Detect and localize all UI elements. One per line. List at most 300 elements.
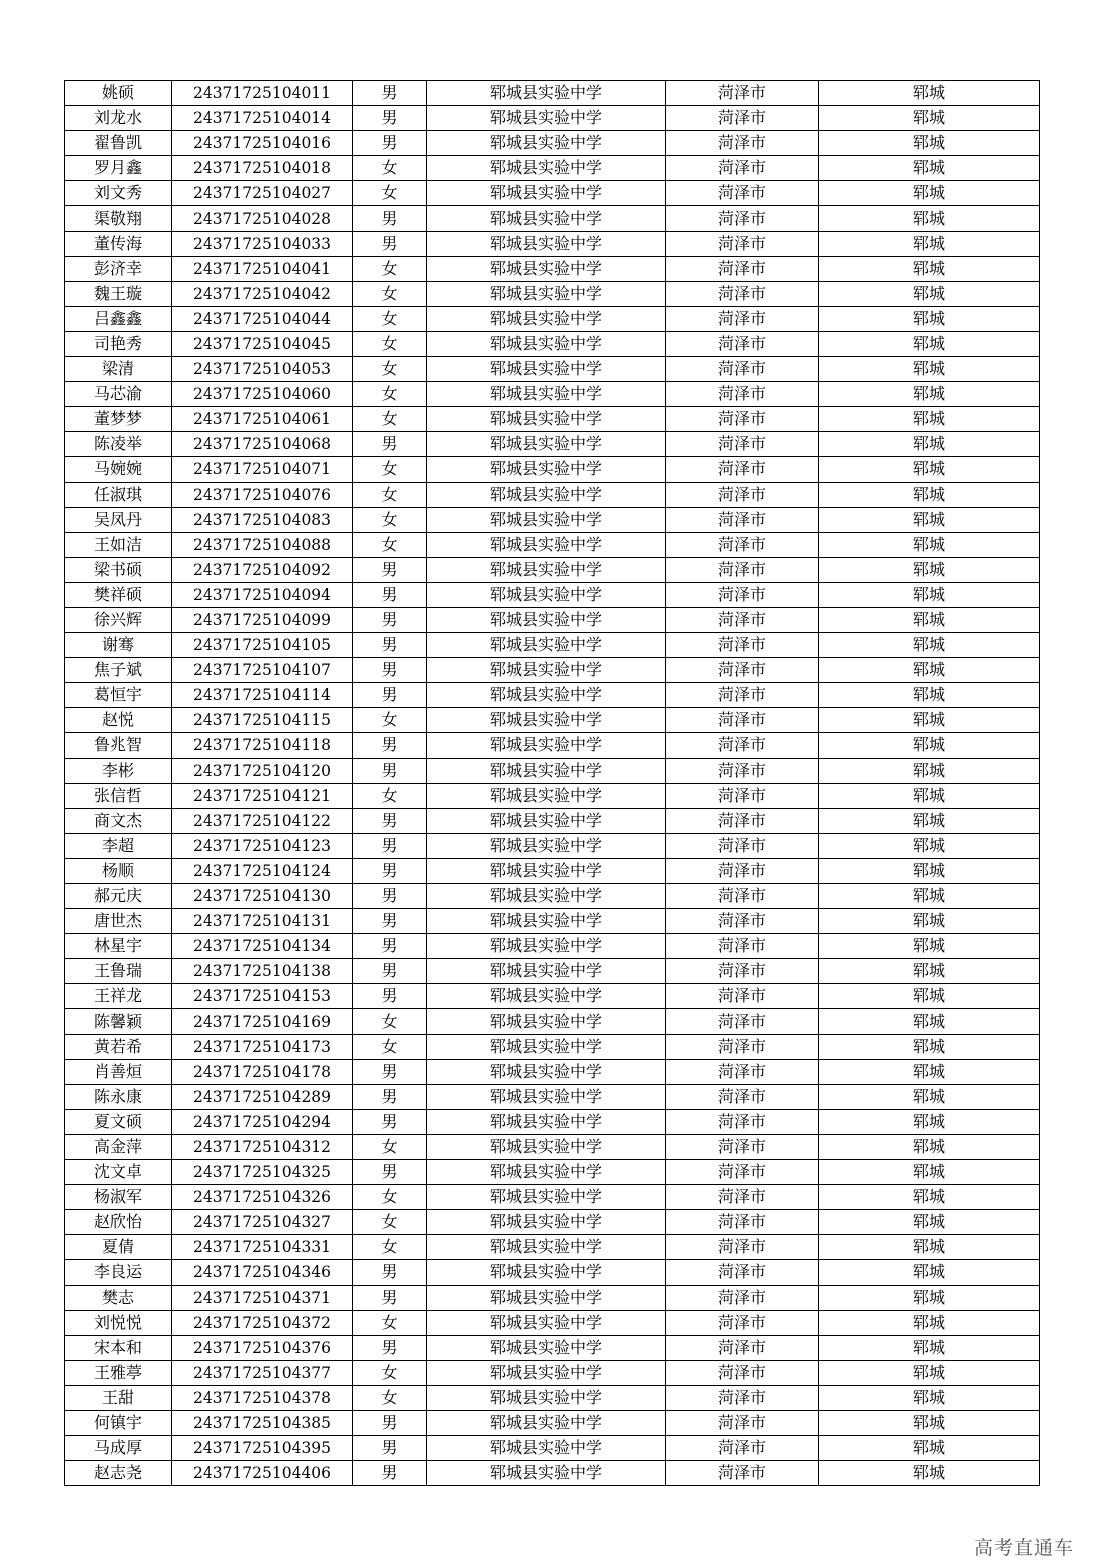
exam-id-cell: 24371725104327 (172, 1210, 353, 1235)
exam-id-cell: 24371725104027 (172, 181, 353, 206)
table-row (65, 1360, 1040, 1385)
city-cell: 菏泽市 (666, 633, 819, 658)
name-cell: 刘文秀 (65, 181, 172, 206)
city-cell: 菏泽市 (666, 156, 819, 181)
gender-cell: 男 (353, 758, 427, 783)
gender-cell: 男 (353, 1410, 427, 1435)
county-cell: 郓城 (819, 1335, 1040, 1360)
city-cell: 菏泽市 (666, 984, 819, 1009)
gender-cell: 男 (353, 633, 427, 658)
county-cell: 郓城 (819, 382, 1040, 407)
school-cell: 郓城县实验中学 (427, 382, 666, 407)
exam-id-cell: 24371725104169 (172, 1009, 353, 1034)
city-cell: 菏泽市 (666, 1084, 819, 1109)
table-row (65, 1210, 1040, 1235)
exam-id-cell: 24371725104044 (172, 306, 353, 331)
city-cell: 菏泽市 (666, 808, 819, 833)
exam-id-cell: 24371725104060 (172, 382, 353, 407)
school-cell: 郓城县实验中学 (427, 1461, 666, 1486)
table-row (65, 1335, 1040, 1360)
table-row (65, 156, 1040, 181)
gender-cell: 男 (353, 106, 427, 131)
gender-cell: 女 (353, 357, 427, 382)
school-cell: 郓城县实验中学 (427, 909, 666, 934)
city-cell: 菏泽市 (666, 1410, 819, 1435)
name-cell: 唐世杰 (65, 909, 172, 934)
table-row (65, 331, 1040, 356)
name-cell: 徐兴辉 (65, 607, 172, 632)
student-list-body (65, 81, 1040, 1486)
name-cell: 梁书硕 (65, 557, 172, 582)
county-cell: 郓城 (819, 708, 1040, 733)
school-cell: 郓城县实验中学 (427, 1084, 666, 1109)
county-cell: 郓城 (819, 432, 1040, 457)
city-cell: 菏泽市 (666, 1009, 819, 1034)
name-cell: 王如洁 (65, 532, 172, 557)
name-cell: 肖善烜 (65, 1059, 172, 1084)
exam-id-cell: 24371725104076 (172, 482, 353, 507)
county-cell: 郓城 (819, 1461, 1040, 1486)
county-cell: 郓城 (819, 1084, 1040, 1109)
exam-id-cell: 24371725104041 (172, 256, 353, 281)
school-cell: 郓城县实验中学 (427, 407, 666, 432)
exam-id-cell: 24371725104173 (172, 1034, 353, 1059)
county-cell: 郓城 (819, 858, 1040, 883)
exam-id-cell: 24371725104014 (172, 106, 353, 131)
exam-id-cell: 24371725104406 (172, 1461, 353, 1486)
name-cell: 夏倩 (65, 1235, 172, 1260)
gender-cell: 男 (353, 1285, 427, 1310)
table-row (65, 1084, 1040, 1109)
city-cell: 菏泽市 (666, 1059, 819, 1084)
school-cell: 郓城县实验中学 (427, 683, 666, 708)
city-cell: 菏泽市 (666, 1160, 819, 1185)
city-cell: 菏泽市 (666, 1310, 819, 1335)
name-cell: 翟鲁凯 (65, 131, 172, 156)
table-row (65, 231, 1040, 256)
table-row (65, 1009, 1040, 1034)
school-cell: 郓城县实验中学 (427, 1410, 666, 1435)
school-cell: 郓城县实验中学 (427, 482, 666, 507)
name-cell: 赵志尧 (65, 1461, 172, 1486)
city-cell: 菏泽市 (666, 582, 819, 607)
table-row (65, 934, 1040, 959)
county-cell: 郓城 (819, 909, 1040, 934)
county-cell: 郓城 (819, 658, 1040, 683)
county-cell: 郓城 (819, 783, 1040, 808)
exam-id-cell: 24371725104130 (172, 884, 353, 909)
school-cell: 郓城县实验中学 (427, 1059, 666, 1084)
gender-cell: 男 (353, 206, 427, 231)
name-cell: 马成厚 (65, 1436, 172, 1461)
county-cell: 郓城 (819, 81, 1040, 106)
name-cell: 马婉婉 (65, 457, 172, 482)
table-row (65, 532, 1040, 557)
county-cell: 郓城 (819, 1410, 1040, 1435)
table-row (65, 1185, 1040, 1210)
school-cell: 郓城县实验中学 (427, 1134, 666, 1159)
city-cell: 菏泽市 (666, 1185, 819, 1210)
county-cell: 郓城 (819, 1034, 1040, 1059)
school-cell: 郓城县实验中学 (427, 1335, 666, 1360)
gender-cell: 女 (353, 1009, 427, 1034)
city-cell: 菏泽市 (666, 81, 819, 106)
school-cell: 郓城县实验中学 (427, 1360, 666, 1385)
gender-cell: 女 (353, 1185, 427, 1210)
exam-id-cell: 24371725104033 (172, 231, 353, 256)
name-cell: 董梦梦 (65, 407, 172, 432)
exam-id-cell: 24371725104326 (172, 1185, 353, 1210)
gender-cell: 男 (353, 1335, 427, 1360)
name-cell: 樊志 (65, 1285, 172, 1310)
name-cell: 姚硕 (65, 81, 172, 106)
school-cell: 郓城县实验中学 (427, 1109, 666, 1134)
county-cell: 郓城 (819, 507, 1040, 532)
table-row (65, 708, 1040, 733)
table-row (65, 959, 1040, 984)
county-cell: 郓城 (819, 407, 1040, 432)
school-cell: 郓城县实验中学 (427, 306, 666, 331)
city-cell: 菏泽市 (666, 934, 819, 959)
gender-cell: 女 (353, 708, 427, 733)
exam-id-cell: 24371725104114 (172, 683, 353, 708)
school-cell: 郓城县实验中学 (427, 1260, 666, 1285)
gender-cell: 男 (353, 909, 427, 934)
exam-id-cell: 24371725104122 (172, 808, 353, 833)
gender-cell: 女 (353, 1360, 427, 1385)
name-cell: 任淑琪 (65, 482, 172, 507)
school-cell: 郓城县实验中学 (427, 708, 666, 733)
county-cell: 郓城 (819, 884, 1040, 909)
school-cell: 郓城县实验中学 (427, 758, 666, 783)
school-cell: 郓城县实验中学 (427, 281, 666, 306)
county-cell: 郓城 (819, 1235, 1040, 1260)
table-row (65, 658, 1040, 683)
exam-id-cell: 24371725104395 (172, 1436, 353, 1461)
school-cell: 郓城县实验中学 (427, 532, 666, 557)
school-cell: 郓城县实验中学 (427, 934, 666, 959)
gender-cell: 男 (353, 1059, 427, 1084)
school-cell: 郓城县实验中学 (427, 808, 666, 833)
exam-id-cell: 24371725104134 (172, 934, 353, 959)
table-row (65, 733, 1040, 758)
name-cell: 刘悦悦 (65, 1310, 172, 1335)
name-cell: 林星宇 (65, 934, 172, 959)
gender-cell: 女 (353, 532, 427, 557)
name-cell: 魏王璇 (65, 281, 172, 306)
table-row (65, 1059, 1040, 1084)
name-cell: 杨淑军 (65, 1185, 172, 1210)
exam-id-cell: 24371725104153 (172, 984, 353, 1009)
exam-id-cell: 24371725104071 (172, 457, 353, 482)
exam-id-cell: 24371725104068 (172, 432, 353, 457)
table-row (65, 1285, 1040, 1310)
city-cell: 菏泽市 (666, 758, 819, 783)
exam-id-cell: 24371725104372 (172, 1310, 353, 1335)
county-cell: 郓城 (819, 733, 1040, 758)
table-row (65, 206, 1040, 231)
exam-id-cell: 24371725104083 (172, 507, 353, 532)
gender-cell: 女 (353, 1235, 427, 1260)
exam-id-cell: 24371725104289 (172, 1084, 353, 1109)
gender-cell: 女 (353, 306, 427, 331)
exam-id-cell: 24371725104131 (172, 909, 353, 934)
name-cell: 王祥龙 (65, 984, 172, 1009)
exam-id-cell: 24371725104011 (172, 81, 353, 106)
name-cell: 吕鑫鑫 (65, 306, 172, 331)
watermark-text: 高考直通车 (973, 1537, 1074, 1559)
city-cell: 菏泽市 (666, 1109, 819, 1134)
gender-cell: 女 (353, 1210, 427, 1235)
gender-cell: 男 (353, 582, 427, 607)
name-cell: 樊祥硕 (65, 582, 172, 607)
city-cell: 菏泽市 (666, 959, 819, 984)
table-row (65, 131, 1040, 156)
exam-id-cell: 24371725104088 (172, 532, 353, 557)
city-cell: 菏泽市 (666, 507, 819, 532)
name-cell: 李超 (65, 833, 172, 858)
city-cell: 菏泽市 (666, 1210, 819, 1235)
gender-cell: 女 (353, 1385, 427, 1410)
exam-id-cell: 24371725104312 (172, 1134, 353, 1159)
gender-cell: 男 (353, 934, 427, 959)
table-row (65, 407, 1040, 432)
gender-cell: 男 (353, 1260, 427, 1285)
name-cell: 何镇宇 (65, 1410, 172, 1435)
gender-cell: 女 (353, 331, 427, 356)
city-cell: 菏泽市 (666, 833, 819, 858)
gender-cell: 男 (353, 683, 427, 708)
county-cell: 郓城 (819, 281, 1040, 306)
gender-cell: 男 (353, 733, 427, 758)
table-row (65, 683, 1040, 708)
name-cell: 葛恒宇 (65, 683, 172, 708)
exam-id-cell: 24371725104385 (172, 1410, 353, 1435)
school-cell: 郓城县实验中学 (427, 1285, 666, 1310)
name-cell: 梁清 (65, 357, 172, 382)
city-cell: 菏泽市 (666, 407, 819, 432)
school-cell: 郓城县实验中学 (427, 607, 666, 632)
gender-cell: 女 (353, 256, 427, 281)
school-cell: 郓城县实验中学 (427, 1185, 666, 1210)
school-cell: 郓城县实验中学 (427, 658, 666, 683)
county-cell: 郓城 (819, 1360, 1040, 1385)
county-cell: 郓城 (819, 331, 1040, 356)
county-cell: 郓城 (819, 607, 1040, 632)
table-row (65, 858, 1040, 883)
city-cell: 菏泽市 (666, 884, 819, 909)
table-row (65, 1461, 1040, 1486)
city-cell: 菏泽市 (666, 1034, 819, 1059)
table-row (65, 607, 1040, 632)
gender-cell: 男 (353, 808, 427, 833)
table-row (65, 1034, 1040, 1059)
gender-cell: 男 (353, 884, 427, 909)
school-cell: 郓城县实验中学 (427, 733, 666, 758)
school-cell: 郓城县实验中学 (427, 106, 666, 131)
name-cell: 沈文卓 (65, 1160, 172, 1185)
gender-cell: 女 (353, 1034, 427, 1059)
name-cell: 焦子斌 (65, 658, 172, 683)
county-cell: 郓城 (819, 1009, 1040, 1034)
gender-cell: 女 (353, 783, 427, 808)
school-cell: 郓城县实验中学 (427, 833, 666, 858)
table-row (65, 432, 1040, 457)
gender-cell: 男 (353, 858, 427, 883)
school-cell: 郓城县实验中学 (427, 1034, 666, 1059)
school-cell: 郓城县实验中学 (427, 231, 666, 256)
county-cell: 郓城 (819, 181, 1040, 206)
school-cell: 郓城县实验中学 (427, 884, 666, 909)
table-row (65, 1134, 1040, 1159)
school-cell: 郓城县实验中学 (427, 1235, 666, 1260)
city-cell: 菏泽市 (666, 1285, 819, 1310)
school-cell: 郓城县实验中学 (427, 206, 666, 231)
table-row (65, 281, 1040, 306)
county-cell: 郓城 (819, 1436, 1040, 1461)
exam-id-cell: 24371725104092 (172, 557, 353, 582)
school-cell: 郓城县实验中学 (427, 156, 666, 181)
county-cell: 郓城 (819, 808, 1040, 833)
gender-cell: 男 (353, 1436, 427, 1461)
exam-id-cell: 24371725104042 (172, 281, 353, 306)
school-cell: 郓城县实验中学 (427, 557, 666, 582)
table-row (65, 256, 1040, 281)
name-cell: 李彬 (65, 758, 172, 783)
school-cell: 郓城县实验中学 (427, 1385, 666, 1410)
exam-id-cell: 24371725104346 (172, 1260, 353, 1285)
county-cell: 郓城 (819, 758, 1040, 783)
exam-id-cell: 24371725104053 (172, 357, 353, 382)
gender-cell: 男 (353, 231, 427, 256)
county-cell: 郓城 (819, 206, 1040, 231)
table-row (65, 1160, 1040, 1185)
county-cell: 郓城 (819, 1210, 1040, 1235)
name-cell: 宋本和 (65, 1335, 172, 1360)
exam-id-cell: 24371725104061 (172, 407, 353, 432)
city-cell: 菏泽市 (666, 1436, 819, 1461)
table-row (65, 457, 1040, 482)
table-row (65, 181, 1040, 206)
county-cell: 郓城 (819, 131, 1040, 156)
city-cell: 菏泽市 (666, 256, 819, 281)
gender-cell: 男 (353, 833, 427, 858)
city-cell: 菏泽市 (666, 858, 819, 883)
name-cell: 陈馨颖 (65, 1009, 172, 1034)
school-cell: 郓城县实验中学 (427, 256, 666, 281)
city-cell: 菏泽市 (666, 206, 819, 231)
county-cell: 郓城 (819, 582, 1040, 607)
school-cell: 郓城县实验中学 (427, 959, 666, 984)
table-row (65, 884, 1040, 909)
exam-id-cell: 24371725104105 (172, 633, 353, 658)
exam-id-cell: 24371725104107 (172, 658, 353, 683)
school-cell: 郓城县实验中学 (427, 331, 666, 356)
table-row (65, 783, 1040, 808)
table-row (65, 106, 1040, 131)
gender-cell: 男 (353, 131, 427, 156)
county-cell: 郓城 (819, 256, 1040, 281)
school-cell: 郓城县实验中学 (427, 1160, 666, 1185)
table-row (65, 833, 1040, 858)
exam-id-cell: 24371725104121 (172, 783, 353, 808)
table-row (65, 382, 1040, 407)
table-row (65, 1109, 1040, 1134)
county-cell: 郓城 (819, 482, 1040, 507)
city-cell: 菏泽市 (666, 457, 819, 482)
gender-cell: 女 (353, 407, 427, 432)
exam-id-cell: 24371725104016 (172, 131, 353, 156)
name-cell: 彭济幸 (65, 256, 172, 281)
county-cell: 郓城 (819, 959, 1040, 984)
city-cell: 菏泽市 (666, 658, 819, 683)
city-cell: 菏泽市 (666, 557, 819, 582)
name-cell: 渠敬翔 (65, 206, 172, 231)
city-cell: 菏泽市 (666, 482, 819, 507)
city-cell: 菏泽市 (666, 432, 819, 457)
table-row (65, 357, 1040, 382)
city-cell: 菏泽市 (666, 909, 819, 934)
school-cell: 郓城县实验中学 (427, 1210, 666, 1235)
gender-cell: 男 (353, 607, 427, 632)
school-cell: 郓城县实验中学 (427, 633, 666, 658)
exam-id-cell: 24371725104099 (172, 607, 353, 632)
exam-id-cell: 24371725104115 (172, 708, 353, 733)
city-cell: 菏泽市 (666, 708, 819, 733)
exam-id-cell: 24371725104120 (172, 758, 353, 783)
school-cell: 郓城县实验中学 (427, 783, 666, 808)
school-cell: 郓城县实验中学 (427, 357, 666, 382)
city-cell: 菏泽市 (666, 281, 819, 306)
exam-id-cell: 24371725104378 (172, 1385, 353, 1410)
city-cell: 菏泽市 (666, 607, 819, 632)
gender-cell: 女 (353, 1134, 427, 1159)
gender-cell: 女 (353, 457, 427, 482)
table-row (65, 582, 1040, 607)
name-cell: 赵欣怡 (65, 1210, 172, 1235)
name-cell: 罗月鑫 (65, 156, 172, 181)
name-cell: 王甜 (65, 1385, 172, 1410)
student-list-table (64, 80, 1040, 1486)
exam-id-cell: 24371725104118 (172, 733, 353, 758)
gender-cell: 男 (353, 984, 427, 1009)
name-cell: 郝元庆 (65, 884, 172, 909)
exam-id-cell: 24371725104045 (172, 331, 353, 356)
city-cell: 菏泽市 (666, 783, 819, 808)
city-cell: 菏泽市 (666, 382, 819, 407)
city-cell: 菏泽市 (666, 1335, 819, 1360)
county-cell: 郓城 (819, 457, 1040, 482)
name-cell: 王雅葶 (65, 1360, 172, 1385)
city-cell: 菏泽市 (666, 733, 819, 758)
exam-id-cell: 24371725104123 (172, 833, 353, 858)
name-cell: 吴凤丹 (65, 507, 172, 532)
gender-cell: 男 (353, 1461, 427, 1486)
gender-cell: 男 (353, 658, 427, 683)
gender-cell: 男 (353, 557, 427, 582)
gender-cell: 女 (353, 382, 427, 407)
county-cell: 郓城 (819, 1134, 1040, 1159)
gender-cell: 女 (353, 1310, 427, 1335)
county-cell: 郓城 (819, 1185, 1040, 1210)
name-cell: 黄若希 (65, 1034, 172, 1059)
county-cell: 郓城 (819, 1160, 1040, 1185)
school-cell: 郓城县实验中学 (427, 1310, 666, 1335)
city-cell: 菏泽市 (666, 1235, 819, 1260)
school-cell: 郓城县实验中学 (427, 432, 666, 457)
school-cell: 郓城县实验中学 (427, 181, 666, 206)
name-cell: 陈凌举 (65, 432, 172, 457)
